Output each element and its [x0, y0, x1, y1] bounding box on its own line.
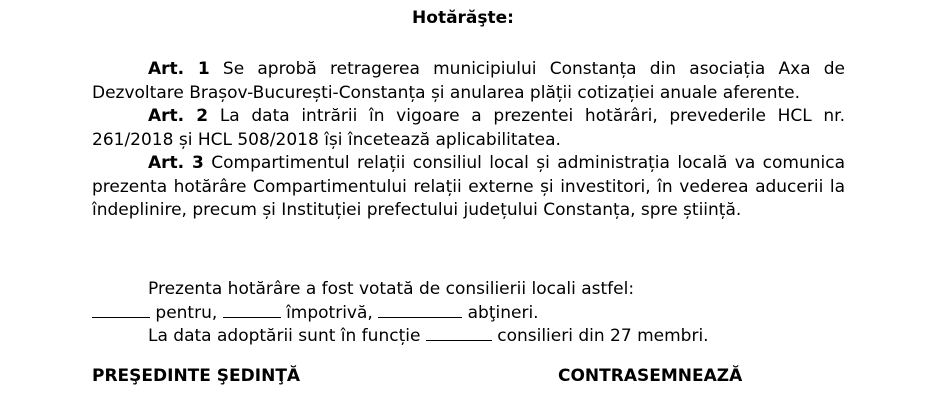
for-count-blank: [92, 303, 150, 318]
article-3: [92, 152, 845, 223]
article-label: Art. 3: [148, 153, 204, 173]
article-1: [92, 58, 845, 105]
in-office-suffix: consilieri din 27 membri.: [497, 326, 709, 346]
in-office-count-blank: [426, 326, 492, 341]
for-label: pentru,: [155, 302, 218, 323]
vote-intro-line: [92, 278, 852, 302]
article-text: Se aprobă retragerea municipiului Constanța din asociația Axa de Dezvoltare Brașov-București-Constanța și anularea plății cotizației anuale aferente.: [92, 59, 846, 103]
president-signature-label: PREŞEDINTE ŞEDINŢĂ: [92, 366, 301, 386]
in-office-prefix: La data adoptării sunt în funcție: [148, 326, 421, 346]
article-text: Compartimentul relații consiliul local și administrația locală va comunica prezenta hotărâre Compartimentului relații externe și investitori, în vederea aducerii la îndeplinire, precum și Instituției prefectului județului Constanța, spre știință.: [92, 153, 846, 220]
vote-counts-line: [92, 302, 852, 326]
vote-intro: Prezenta hotărâre a fost votată de consilierii locali astfel:: [148, 279, 635, 299]
abstain-label: abţineri.: [467, 302, 539, 323]
article-2: [92, 105, 845, 152]
countersign-label: CONTRASEMNEAZĂ: [558, 366, 743, 386]
against-count-blank: [223, 303, 281, 318]
articles-block: [92, 58, 845, 223]
article-label: Art. 1: [148, 59, 210, 79]
article-text: La data intrării în vigoare a prezentei hotărâri, prevederile HCL nr. 261/2018 și HCL 508/2018 își încetează aplicabilitatea.: [92, 106, 845, 150]
against-label: împotrivă,: [286, 302, 373, 323]
article-label: Art. 2: [148, 106, 209, 126]
in-office-line: [92, 325, 852, 349]
abstain-count-blank: [378, 303, 462, 318]
vote-block: [92, 278, 852, 349]
decision-heading: Hotărăşte:: [412, 8, 514, 28]
